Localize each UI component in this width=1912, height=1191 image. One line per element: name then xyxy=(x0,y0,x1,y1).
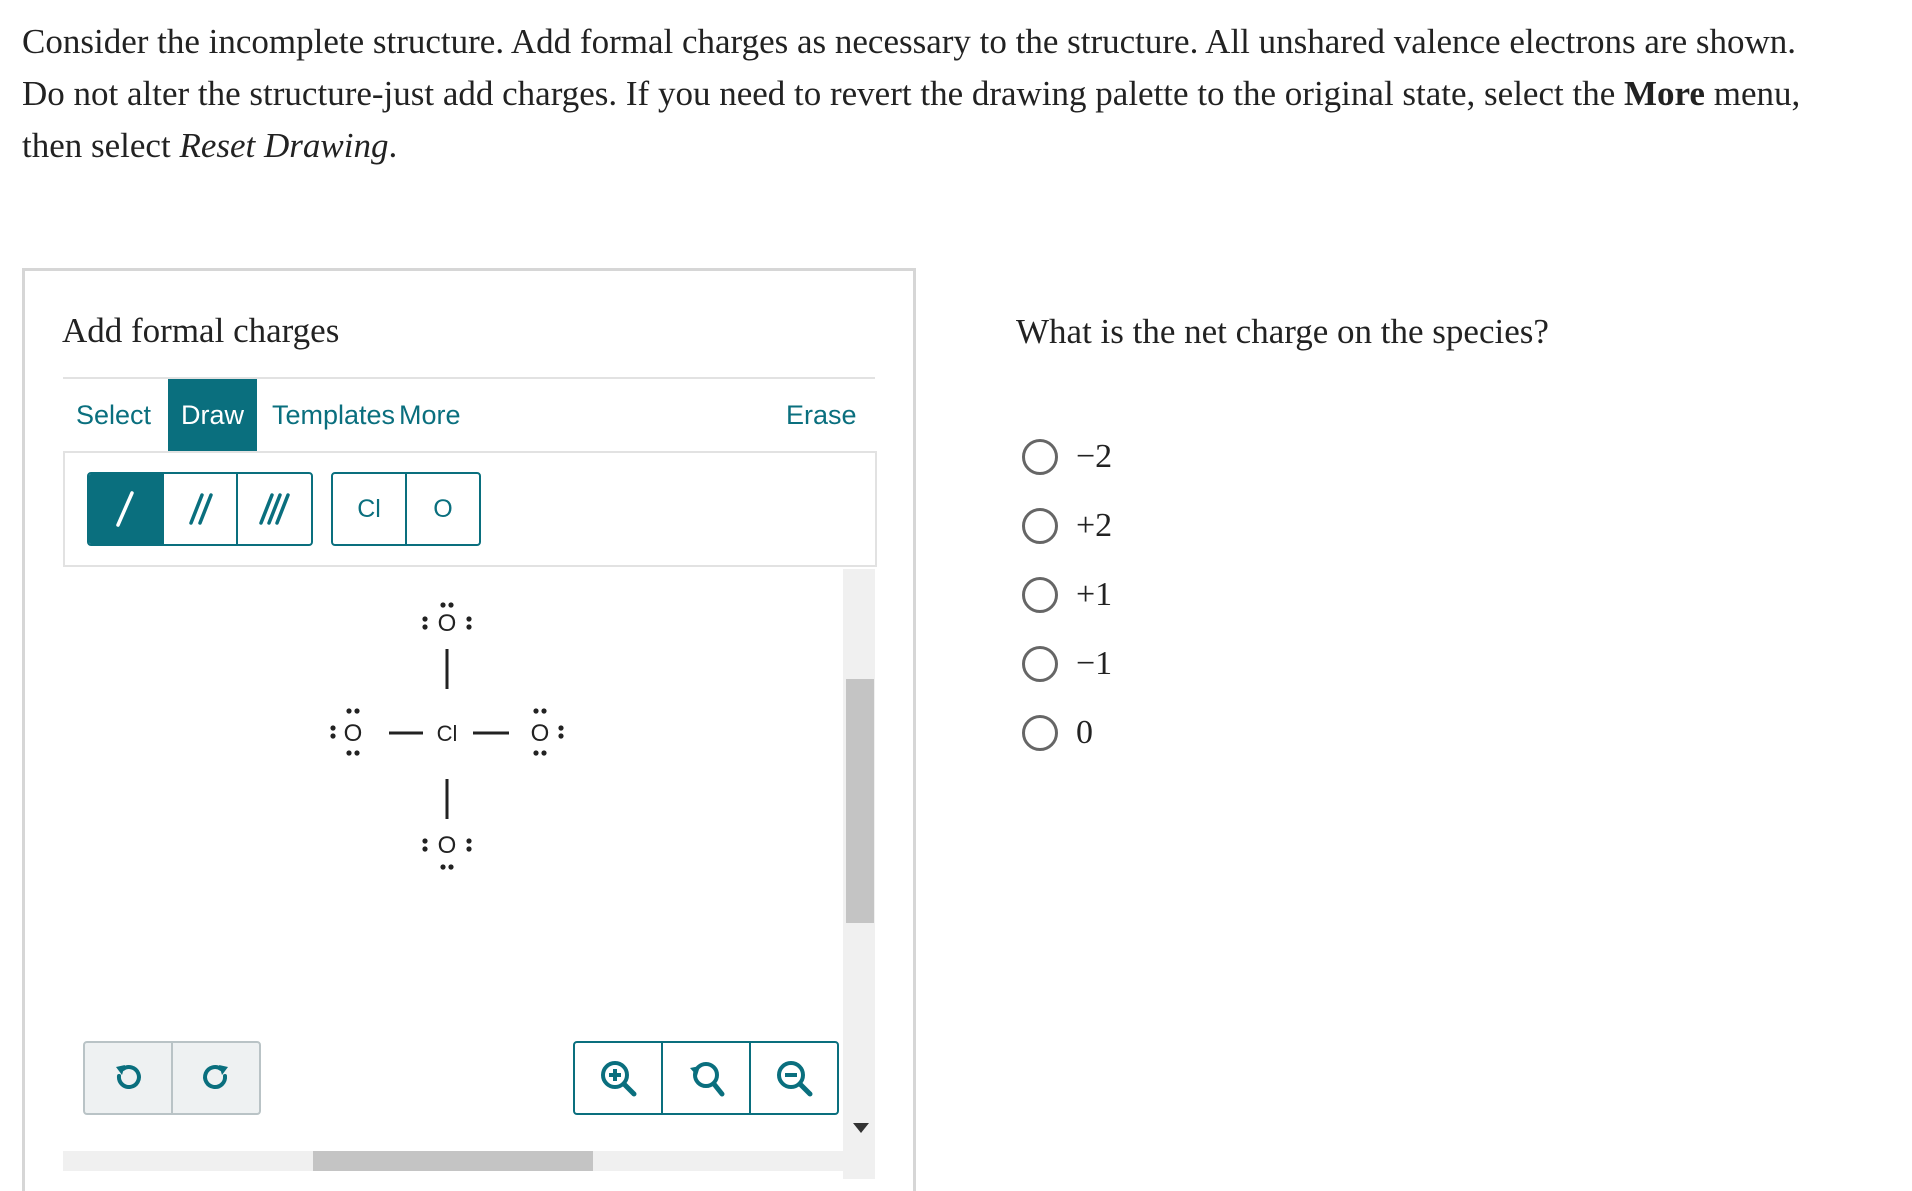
radio-button[interactable] xyxy=(1022,508,1058,544)
right-oxygen-atom[interactable]: O xyxy=(530,720,550,747)
lone-pair-dot xyxy=(346,750,351,755)
triple-bond-button[interactable] xyxy=(238,474,311,544)
horizontal-scrollbar[interactable] xyxy=(63,1151,843,1171)
element-tool-group xyxy=(331,472,481,546)
lone-pair-dot xyxy=(448,602,453,607)
more-menu[interactable]: More xyxy=(399,400,461,430)
redo-icon xyxy=(198,1060,234,1096)
double-bond-button[interactable] xyxy=(164,474,239,544)
zoom-out-button[interactable] xyxy=(751,1043,837,1113)
zoom-reset-icon xyxy=(686,1058,726,1098)
drawing-palette xyxy=(63,451,877,567)
lone-pair-dot xyxy=(440,602,445,607)
lone-pair-dot xyxy=(354,750,359,755)
lone-pair-dot xyxy=(533,750,538,755)
zoom-controls xyxy=(573,1041,839,1115)
option-plus-2[interactable] xyxy=(1022,501,1222,551)
option-zero[interactable] xyxy=(1022,708,1222,758)
question-line-3: then select Reset Drawing. xyxy=(22,126,398,165)
vertical-scrollbar[interactable] xyxy=(843,569,875,1179)
net-charge-question: What is the net charge on the species? xyxy=(1016,312,1549,351)
zoom-reset-button[interactable] xyxy=(663,1043,751,1113)
question-text xyxy=(22,16,1902,172)
radio-button[interactable] xyxy=(1022,577,1058,613)
lone-pair-dot xyxy=(448,864,453,869)
undo-redo-group xyxy=(83,1041,261,1115)
lone-pair-dot xyxy=(354,708,359,713)
scroll-down-arrow-icon[interactable] xyxy=(853,1123,869,1133)
more-bold-text: More xyxy=(1624,74,1705,113)
single-bond-button[interactable] xyxy=(89,474,164,544)
question-line-2: Do not alter the structure-just add charges. If you need to revert the drawing palette to the original state, select the More menu, xyxy=(22,74,1801,113)
module-title: Add formal charges xyxy=(62,311,340,350)
question-line-1: Consider the incomplete structure. Add formal charges as necessary to the structure. All unshared valence electrons are shown. xyxy=(22,22,1797,61)
lone-pair-dot xyxy=(422,846,427,851)
lone-pair-dot xyxy=(466,838,471,843)
oxygen-element-button[interactable]: O xyxy=(433,494,453,523)
drawing-toolbar xyxy=(63,377,875,453)
left-oxygen-atom[interactable]: O xyxy=(343,720,363,747)
radio-button[interactable] xyxy=(1022,646,1058,682)
lone-pair-dot xyxy=(330,725,335,730)
templates-tab[interactable]: Templates xyxy=(272,400,396,430)
lone-pair-dot xyxy=(466,616,471,621)
option-minus-2[interactable] xyxy=(1022,432,1222,482)
zoom-in-button[interactable] xyxy=(575,1043,663,1113)
undo-button[interactable] xyxy=(85,1043,173,1113)
erase-button[interactable]: Erase xyxy=(786,400,857,430)
top-oxygen-atom[interactable]: O xyxy=(437,610,457,637)
select-tab[interactable]: Select xyxy=(76,400,152,430)
double-bond-icon xyxy=(183,487,217,531)
zoom-out-icon xyxy=(774,1058,814,1098)
bond-tool-group xyxy=(87,472,313,546)
option-label: +1 xyxy=(1076,576,1113,613)
lone-pair-dot xyxy=(422,616,427,621)
edge-watermark xyxy=(0,40,6,320)
lone-pair-dot xyxy=(422,838,427,843)
reset-drawing-italic-text: Reset Drawing xyxy=(179,126,389,165)
option-plus-1[interactable] xyxy=(1022,570,1222,620)
drawing-module xyxy=(22,268,916,1191)
bottom-oxygen-atom[interactable]: O xyxy=(437,832,457,859)
lone-pair-dot xyxy=(466,846,471,851)
option-minus-1[interactable] xyxy=(1022,639,1222,689)
central-chlorine-atom[interactable]: Cl xyxy=(436,721,458,746)
redo-button[interactable] xyxy=(173,1043,259,1113)
lone-pair-dot xyxy=(541,708,546,713)
radio-button[interactable] xyxy=(1022,715,1058,751)
undo-icon xyxy=(110,1060,146,1096)
option-label: 0 xyxy=(1076,714,1093,751)
lone-pair-dot xyxy=(558,725,563,730)
single-bond-icon xyxy=(110,487,140,531)
radio-button[interactable] xyxy=(1022,439,1058,475)
option-label: −1 xyxy=(1076,645,1113,682)
lone-pair-dot xyxy=(466,624,471,629)
option-label: −2 xyxy=(1076,438,1113,475)
zoom-in-icon xyxy=(598,1058,638,1098)
option-label: +2 xyxy=(1076,507,1113,544)
triple-bond-icon xyxy=(255,487,295,531)
lone-pair-dot xyxy=(422,624,427,629)
lone-pair-dot xyxy=(346,708,351,713)
horizontal-scroll-thumb[interactable] xyxy=(313,1151,593,1171)
lone-pair-dot xyxy=(330,733,335,738)
draw-tab[interactable]: Draw xyxy=(168,379,257,451)
lone-pair-dot xyxy=(533,708,538,713)
vertical-scroll-thumb[interactable] xyxy=(846,679,874,923)
lone-pair-dot xyxy=(440,864,445,869)
lone-pair-dot xyxy=(541,750,546,755)
chlorine-element-button[interactable]: Cl xyxy=(333,474,407,544)
lone-pair-dot xyxy=(558,733,563,738)
